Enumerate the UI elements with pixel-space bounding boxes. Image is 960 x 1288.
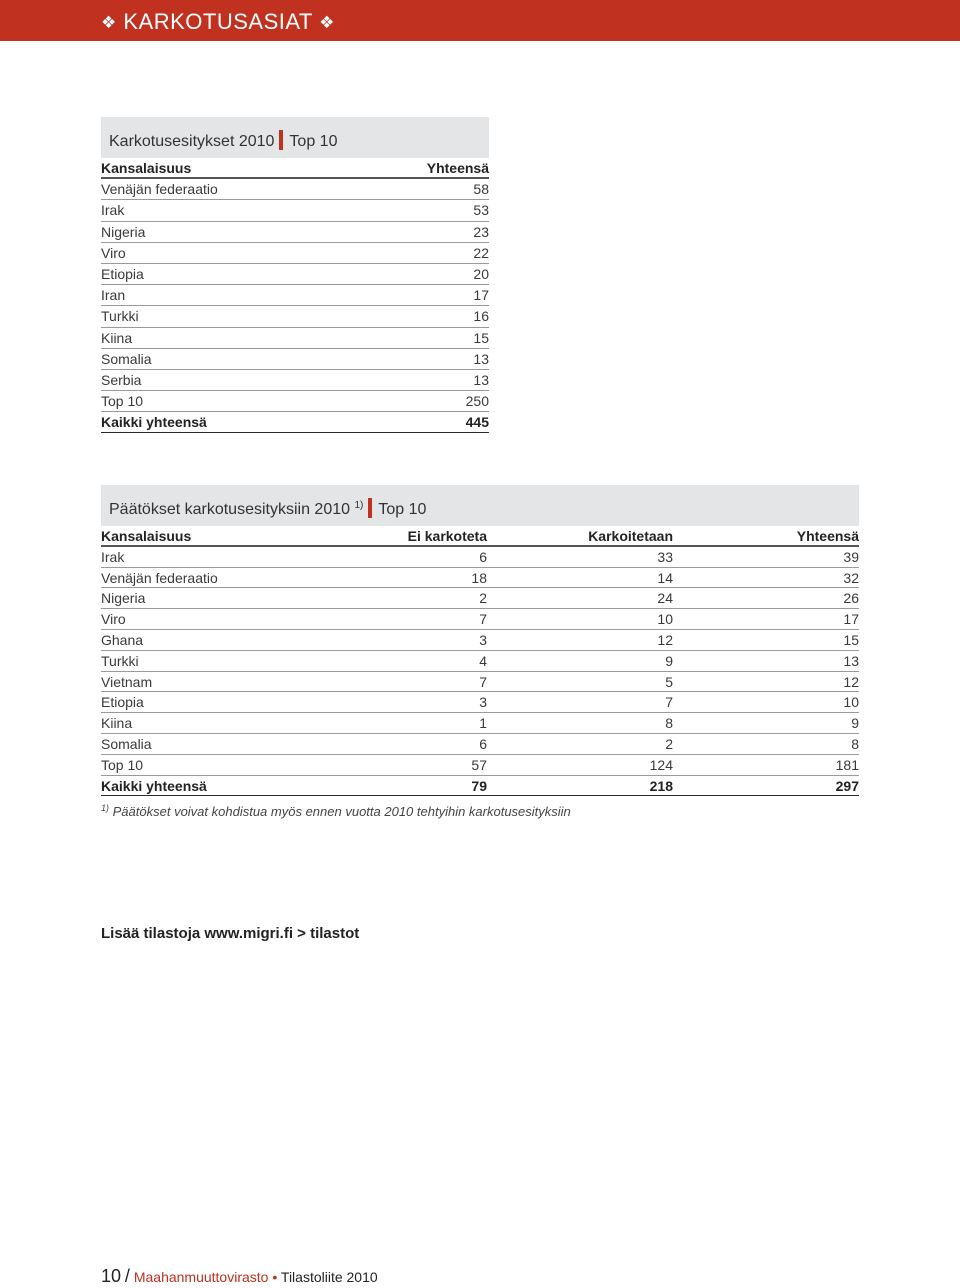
table-header-row bbox=[101, 526, 859, 547]
cell-nationality: Kiina bbox=[101, 715, 133, 732]
cell-total: 12 bbox=[843, 673, 859, 690]
cell-deported: 14 bbox=[657, 569, 673, 586]
header-not-deported: Ei karkoteta bbox=[407, 528, 487, 544]
cell-nationality: Venäjän federaatio bbox=[101, 569, 218, 586]
cell-not-deported: 57 bbox=[471, 756, 487, 773]
cell-nationality: Ghana bbox=[101, 631, 144, 648]
total-value: 445 bbox=[465, 414, 489, 431]
cell-nationality: Viro bbox=[101, 244, 126, 261]
organization-name: Maahanmuuttovirasto bbox=[133, 1269, 269, 1285]
cell-nationality: Nigeria bbox=[101, 590, 146, 607]
table-row bbox=[101, 328, 489, 349]
table-row bbox=[101, 285, 489, 306]
cell-nationality: Viro bbox=[101, 611, 126, 628]
more-statistics-link[interactable]: Lisää tilastoja www.migri.fi > tilastot bbox=[101, 925, 360, 942]
cell-nationality: Turkki bbox=[101, 308, 139, 325]
header-total: Yhteensä bbox=[426, 160, 489, 176]
cell-total: 13 bbox=[843, 652, 859, 669]
cell-total: 9 bbox=[851, 715, 859, 732]
table-row bbox=[101, 672, 859, 693]
cell-total: 20 bbox=[473, 265, 489, 282]
cell-nationality: Vietnam bbox=[101, 673, 153, 690]
bullet-separator: • bbox=[272, 1269, 278, 1285]
cell-nationality: Top 10 bbox=[101, 756, 144, 773]
table-subtitle: Top 10 bbox=[378, 501, 427, 518]
cell-total: 26 bbox=[843, 590, 859, 607]
header-nationality: Kansalaisuus bbox=[101, 160, 192, 176]
cell-not-deported: 3 bbox=[479, 694, 487, 711]
cell-nationality: Etiopia bbox=[101, 694, 144, 711]
cell-total: 22 bbox=[473, 244, 489, 261]
table-row bbox=[101, 349, 489, 370]
table-row bbox=[101, 630, 859, 651]
title-separator bbox=[279, 130, 283, 150]
cell-deported: 33 bbox=[657, 548, 673, 565]
cell-total: 17 bbox=[843, 611, 859, 628]
table-row bbox=[101, 568, 859, 589]
footnote bbox=[101, 803, 571, 819]
diamond-star-icon: ❖ bbox=[319, 13, 335, 32]
cell-not-deported: 4 bbox=[479, 652, 487, 669]
cell-not-deported: 7 bbox=[479, 611, 487, 628]
cell-deported: 7 bbox=[665, 694, 673, 711]
cell-total: 13 bbox=[473, 371, 489, 388]
cell-total: 15 bbox=[843, 631, 859, 648]
cell-nationality: Irak bbox=[101, 202, 125, 219]
cell-not-deported: 1 bbox=[479, 715, 487, 732]
cell-total: 39 bbox=[843, 548, 859, 565]
cell-nationality: Somalia bbox=[101, 350, 152, 367]
cell-nationality: Serbia bbox=[101, 371, 142, 388]
publication-name: Tilastoliite 2010 bbox=[280, 1269, 378, 1285]
footnote-marker: 1) bbox=[101, 803, 110, 813]
total-value: 297 bbox=[835, 777, 859, 794]
table-row bbox=[101, 609, 859, 630]
table-title-bar bbox=[101, 117, 489, 158]
cell-total: 10 bbox=[843, 694, 859, 711]
cell-nationality: Irak bbox=[101, 548, 125, 565]
cell-nationality: Somalia bbox=[101, 735, 152, 752]
cell-deported: 10 bbox=[657, 611, 673, 628]
cell-total: 58 bbox=[473, 181, 489, 198]
diamond-star-icon: ❖ bbox=[101, 13, 117, 32]
header-total: Yhteensä bbox=[796, 528, 859, 544]
title-footnote-marker: 1) bbox=[354, 500, 364, 511]
deportation-proposals-table bbox=[101, 117, 489, 433]
table-row bbox=[101, 692, 859, 713]
table-row bbox=[101, 200, 489, 221]
table-row bbox=[101, 243, 489, 264]
table-row bbox=[101, 370, 489, 391]
section-banner bbox=[0, 0, 960, 41]
cell-nationality: Venäjän federaatio bbox=[101, 181, 218, 198]
cell-deported: 124 bbox=[649, 756, 673, 773]
table-body bbox=[101, 179, 489, 412]
total-label: Kaikki yhteensä bbox=[101, 414, 207, 431]
cell-nationality: Iran bbox=[101, 287, 126, 304]
section-title: KARKOTUSASIAT bbox=[123, 9, 313, 34]
table-title-bar bbox=[101, 485, 859, 526]
deportation-decisions-table bbox=[101, 485, 859, 796]
cell-total: 17 bbox=[473, 287, 489, 304]
cell-nationality: Top 10 bbox=[101, 393, 144, 410]
page-number: 10 bbox=[101, 1266, 122, 1286]
table-row bbox=[101, 222, 489, 243]
cell-total: 15 bbox=[473, 329, 489, 346]
header-deported: Karkoitetaan bbox=[588, 528, 673, 544]
cell-not-deported: 3 bbox=[479, 631, 487, 648]
cell-total: 32 bbox=[843, 569, 859, 586]
cell-not-deported: 2 bbox=[479, 590, 487, 607]
cell-total: 181 bbox=[835, 756, 859, 773]
cell-not-deported: 6 bbox=[479, 735, 487, 752]
page-separator: / bbox=[124, 1266, 130, 1286]
cell-nationality: Kiina bbox=[101, 329, 133, 346]
table-row bbox=[101, 391, 489, 412]
cell-total: 53 bbox=[473, 202, 489, 219]
footnote-text: Päätökset voivat kohdistua myös ennen vuotta 2010 tehtyihin karkotusesityksiin bbox=[112, 804, 571, 819]
cell-not-deported: 18 bbox=[471, 569, 487, 586]
cell-deported: 2 bbox=[665, 735, 673, 752]
cell-deported: 9 bbox=[665, 652, 673, 669]
table-body bbox=[101, 547, 859, 776]
table-row bbox=[101, 179, 489, 200]
table-title: Päätökset karkotusesityksiin 2010 bbox=[109, 501, 351, 518]
total-not-deported: 79 bbox=[471, 777, 487, 794]
cell-total: 16 bbox=[473, 308, 489, 325]
total-label: Kaikki yhteensä bbox=[101, 777, 207, 794]
cell-not-deported: 7 bbox=[479, 673, 487, 690]
cell-deported: 12 bbox=[657, 631, 673, 648]
table-header-row bbox=[101, 158, 489, 179]
table-title: Karkotusesitykset 2010 bbox=[109, 133, 275, 150]
header-nationality: Kansalaisuus bbox=[101, 528, 192, 544]
table-total-row bbox=[101, 412, 489, 433]
cell-not-deported: 6 bbox=[479, 548, 487, 565]
cell-total: 8 bbox=[851, 735, 859, 752]
cell-deported: 8 bbox=[665, 715, 673, 732]
table-row bbox=[101, 306, 489, 327]
cell-nationality: Nigeria bbox=[101, 223, 146, 240]
cell-nationality: Turkki bbox=[101, 652, 139, 669]
table-subtitle: Top 10 bbox=[289, 133, 338, 150]
table-total-row bbox=[101, 776, 859, 797]
title-separator bbox=[368, 498, 372, 518]
cell-deported: 5 bbox=[665, 673, 673, 690]
cell-total: 250 bbox=[465, 393, 489, 410]
table-row bbox=[101, 734, 859, 755]
total-deported: 218 bbox=[649, 777, 673, 794]
cell-deported: 24 bbox=[657, 590, 673, 607]
cell-nationality: Etiopia bbox=[101, 265, 144, 282]
page-footer bbox=[101, 1266, 378, 1287]
cell-total: 23 bbox=[473, 223, 489, 240]
table-row bbox=[101, 588, 859, 609]
table-row bbox=[101, 264, 489, 285]
table-row bbox=[101, 651, 859, 672]
table-row bbox=[101, 713, 859, 734]
cell-total: 13 bbox=[473, 350, 489, 367]
table-row bbox=[101, 547, 859, 568]
table-row bbox=[101, 755, 859, 776]
